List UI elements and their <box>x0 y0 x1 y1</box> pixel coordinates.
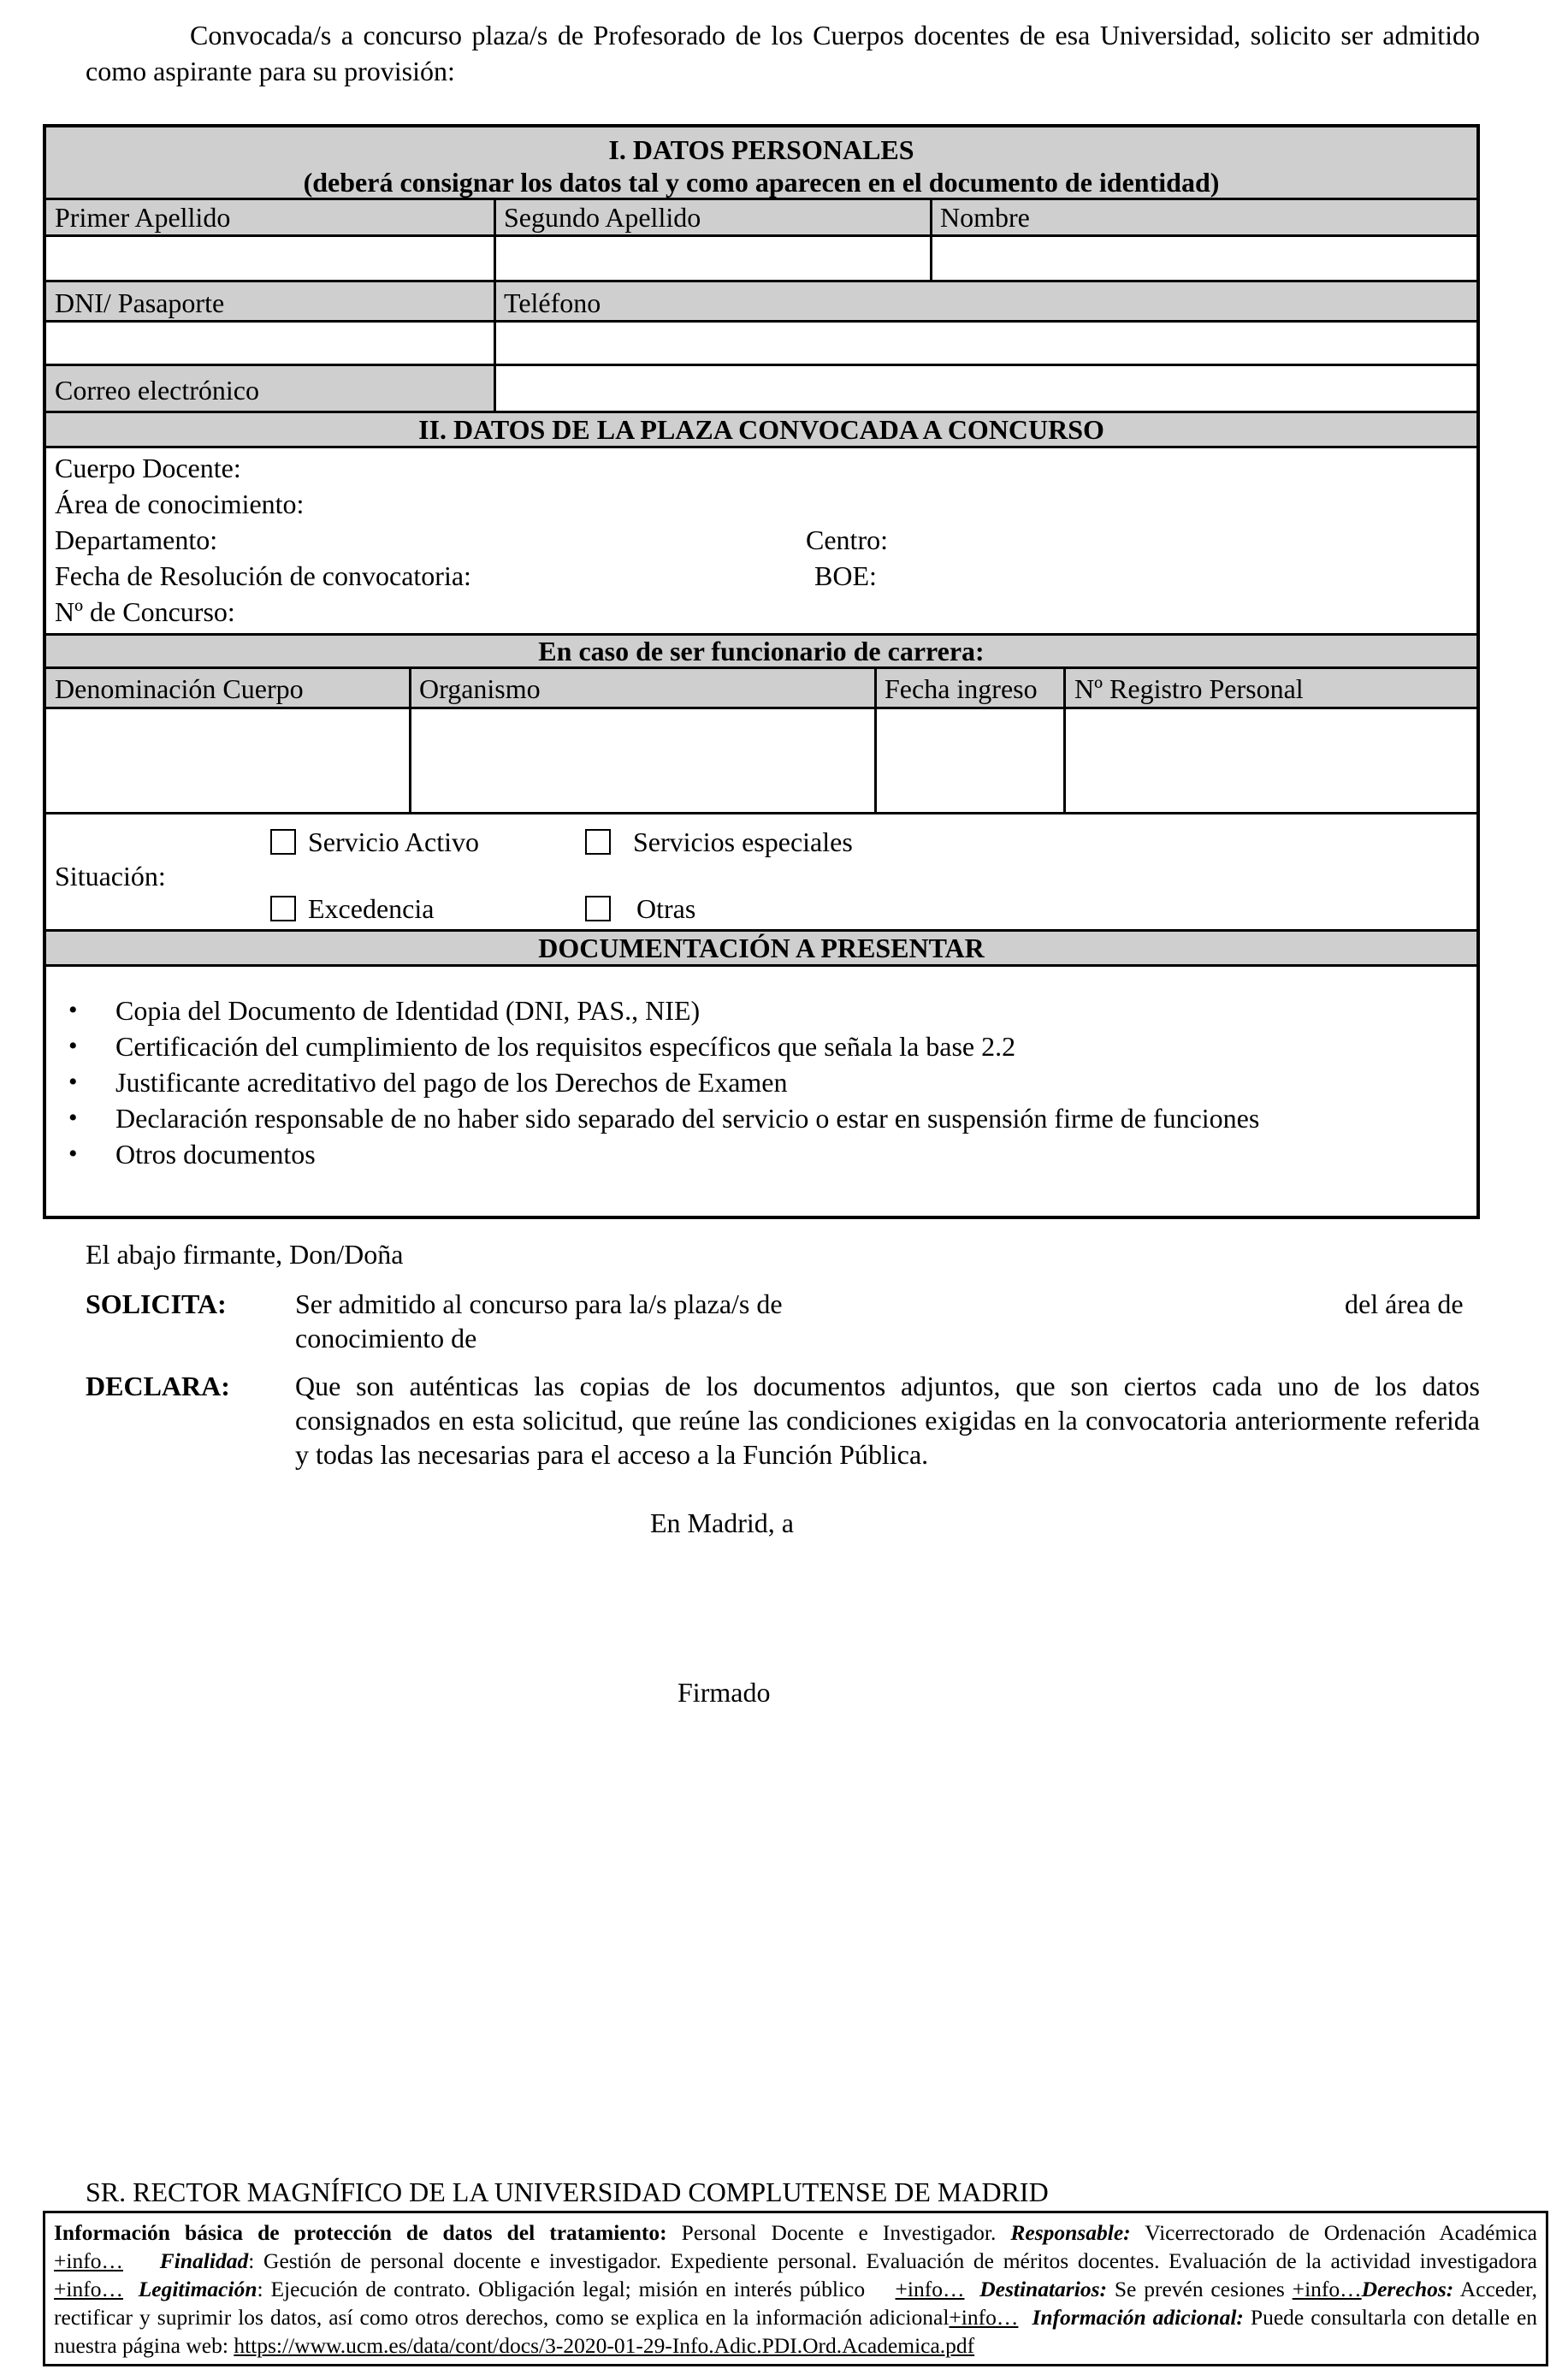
solicita-conocimiento-text: conocimiento de <box>295 1323 477 1353</box>
segundo-apellido-label: Segundo Apellido <box>504 202 701 233</box>
responsable-label: Responsable: <box>1010 2220 1131 2245</box>
destinatarios-text: Se prevén cesiones <box>1107 2277 1293 2301</box>
excedencia-label: Excedencia <box>308 893 435 924</box>
declara-text: Que son auténticas las copias de los documentos adjuntos, que son ciertos cada uno de los datos consignados en esta solicitud, que reúne las condiciones exigidas en la convocatoria anteriormente referida y todas las necesarias para el acceso a la Función Pública. <box>295 1371 1480 1470</box>
solicita-text: Ser admitido al concurso para la/s plaza/s de <box>295 1288 783 1319</box>
list-item: • Copia del Documento de Identidad (DNI, PAS., NIE) <box>68 992 1259 1028</box>
section1-subtitle: (deberá consignar los datos tal y como aparecen en el documento de identidad) <box>303 167 1220 198</box>
list-item: • Certificación del cumplimiento de los requisitos específicos que señala la base 2.2 <box>68 1028 1259 1064</box>
servicio-activo-option[interactable] <box>270 825 479 859</box>
responsable-text: Vicerrectorado de Ordenación Académica <box>1130 2220 1537 2245</box>
section1-title: I. DATOS PERSONALES <box>608 134 914 165</box>
organismo-label: Organismo <box>419 673 541 704</box>
documentacion-list <box>68 992 1259 1172</box>
excedencia-checkbox[interactable] <box>270 896 296 921</box>
documentacion-title: DOCUMENTACIÓN A PRESENTAR <box>538 933 985 963</box>
privacy-url-link[interactable]: https://www.ucm.es/data/cont/docs/3-2020-01-29-Info.Adic.PDI.Ord.Academica.pdf <box>234 2333 975 2358</box>
list-item: • Justificante acreditativo del pago de los Derechos de Examen <box>68 1064 1259 1100</box>
fecha-resolucion-label: Fecha de Resolución de convocatoria: <box>55 560 471 591</box>
registro-field[interactable] <box>1066 709 1476 812</box>
correo-label: Correo electrónico <box>55 375 259 406</box>
organismo-field[interactable] <box>411 709 874 812</box>
section2-title: II. DATOS DE LA PLAZA CONVOCADA A CONCURSO <box>418 414 1104 445</box>
centro-label: Centro: <box>806 524 888 555</box>
servicios-especiales-checkbox[interactable] <box>585 829 611 855</box>
solicita-area-text: del área de <box>1345 1288 1464 1319</box>
adicional-label: Información adicional: <box>1032 2305 1244 2330</box>
correo-field[interactable] <box>496 366 1476 411</box>
dni-field[interactable] <box>46 323 494 364</box>
finalidad-label: Finalidad <box>159 2248 249 2273</box>
excedencia-option[interactable] <box>270 891 434 926</box>
data-protection-box <box>43 2211 1548 2366</box>
solicita-label: SOLICITA: <box>86 1288 227 1319</box>
fecha-ingreso-label: Fecha ingreso <box>885 673 1038 704</box>
servicio-activo-checkbox[interactable] <box>270 829 296 855</box>
info-link[interactable]: +info… <box>895 2277 965 2301</box>
servicio-activo-label: Servicio Activo <box>308 826 479 857</box>
otras-option[interactable] <box>585 891 695 926</box>
situacion-label: Situación: <box>55 861 166 891</box>
dni-labels-row <box>46 282 1476 320</box>
legitimacion-text: : Ejecución de contrato. Obligación legal; misión en interés público <box>257 2277 873 2301</box>
otras-checkbox[interactable] <box>585 896 611 921</box>
info-link[interactable]: +info… <box>949 2305 1019 2330</box>
boe-label: BOE: <box>814 560 877 591</box>
destinatarios-label: Destinatarios: <box>979 2277 1107 2301</box>
servicios-especiales-label: Servicios especiales <box>633 826 853 857</box>
derechos-text: Acceder, rectificar y suprimir los datos, así como otros derechos, como se explica en la información adicional <box>54 2277 1538 2330</box>
lugar-fecha: En Madrid, a <box>650 1507 794 1538</box>
info-link[interactable]: +info… <box>54 2277 123 2301</box>
legitimacion-label: Legitimación <box>138 2277 257 2301</box>
telefono-label: Teléfono <box>504 287 601 318</box>
segundo-apellido-field[interactable] <box>496 237 930 280</box>
registro-label: Nº Registro Personal <box>1074 673 1304 704</box>
nombre-label: Nombre <box>940 202 1030 233</box>
fecha-ingreso-field[interactable] <box>877 709 1063 812</box>
telefono-field[interactable] <box>496 323 1476 364</box>
derechos-label: Derechos: <box>1361 2277 1454 2301</box>
area-label: Área de conocimiento: <box>55 489 305 519</box>
list-item: • Otros documentos <box>68 1136 1259 1172</box>
intro-paragraph <box>86 17 1480 89</box>
num-concurso-label: Nº de Concurso: <box>55 596 235 627</box>
denominacion-field[interactable] <box>46 709 409 812</box>
servicios-especiales-option[interactable] <box>585 825 853 859</box>
funcionario-title: En caso de ser funcionario de carrera: <box>538 636 985 666</box>
declara-label: DECLARA: <box>86 1371 230 1401</box>
name-labels-row <box>46 200 1476 234</box>
firmado-label: Firmado <box>677 1677 771 1708</box>
cuerpo-docente-label: Cuerpo Docente: <box>55 453 241 483</box>
intro-text: Convocada/s a concurso plaza/s de Profesorado de los Cuerpos docentes de esa Universidad, solicito ser admitido como aspirante para su provisión: <box>86 20 1480 86</box>
dni-label: DNI/ Pasaporte <box>55 287 225 318</box>
tratamiento-text: Personal Docente e Investigador. <box>666 2220 1011 2245</box>
otras-label: Otras <box>636 893 696 924</box>
info-link[interactable]: +info… <box>1292 2277 1362 2301</box>
primer-apellido-field[interactable] <box>46 237 494 280</box>
adicional-text: Puede consultarla con detalle en nuestra página web: <box>54 2305 1538 2358</box>
list-item: • Declaración responsable de no haber sido separado del servicio o estar en suspensión firme de funciones <box>68 1100 1259 1136</box>
nombre-field[interactable] <box>932 237 1476 280</box>
info-basica-label: Información básica de protección de datos del tratamiento: <box>54 2220 667 2245</box>
info-link[interactable]: +info… <box>54 2248 123 2273</box>
primer-apellido-label: Primer Apellido <box>55 202 231 233</box>
finalidad-text: : Gestión de personal docente e investigador. Expediente personal. Evaluación de méritos docentes. Evaluación de la actividad investigadora <box>248 2248 1537 2273</box>
departamento-label: Departamento: <box>55 524 218 555</box>
denominacion-label: Denominación Cuerpo <box>55 673 304 704</box>
destinatario: SR. RECTOR MAGNÍFICO DE LA UNIVERSIDAD COMPLUTENSE DE MADRID <box>86 2177 1049 2207</box>
firmante-line: El abajo firmante, Don/Doña <box>86 1239 404 1270</box>
